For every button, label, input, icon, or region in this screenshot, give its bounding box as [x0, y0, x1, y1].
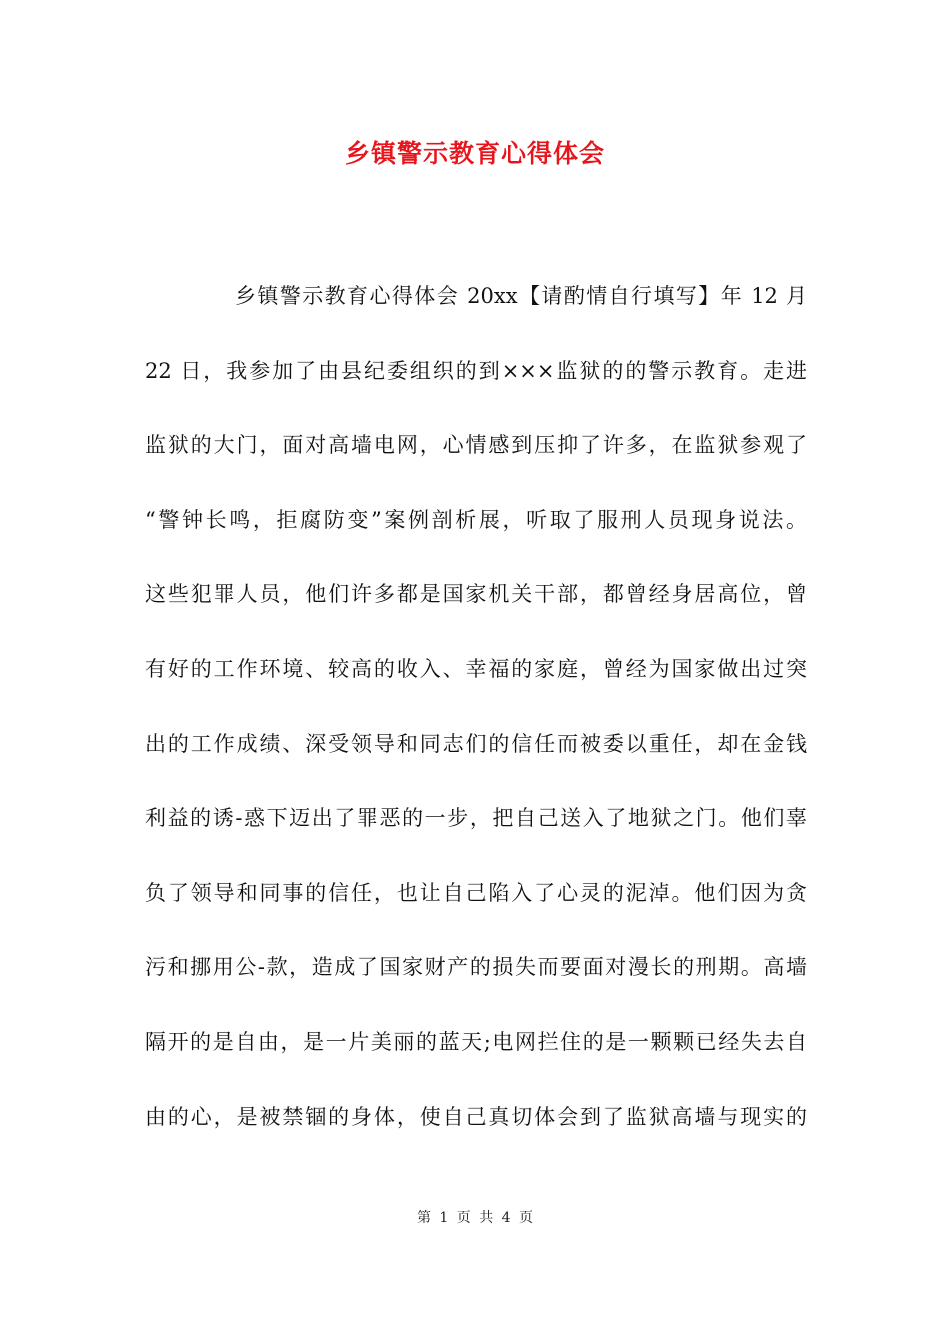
body-line: 这些犯罪人员，他们许多都是国家机关干部，都曾经身居高位，曾	[145, 582, 807, 607]
document-title: 乡镇警示教育心得体会	[344, 139, 605, 168]
body-line: 由的心，是被禁锢的身体，使自己真切体会到了监狱高墙与现实的	[145, 1104, 807, 1129]
body-line: 22 日，我参加了由县纪委组织的到×××监狱的的警示教育。走进	[145, 358, 807, 383]
body-line: 利益的诱-惑下迈出了罪恶的一步，把自己送入了地狱之门。他们辜	[145, 806, 807, 831]
body-line: 负了领导和同事的信任，也让自己陷入了心灵的泥淖。他们因为贪	[145, 880, 807, 905]
body-line: “警钟长鸣，拒腐防变”案例剖析展，听取了服刑人员现身说法。	[145, 507, 807, 532]
body-line: 污和挪用公-款，造成了国家财产的损失而要面对漫长的刑期。高墙	[145, 955, 807, 980]
body-line: 有好的工作环境、较高的收入、幸福的家庭，曾经为国家做出过突	[145, 656, 807, 681]
body-line: 乡镇警示教育心得体会 20xx【请酌情自行填写】年 12 月	[235, 284, 807, 308]
document-body	[145, 280, 807, 1175]
page-number-footer: 第 1 页 共 4 页	[416, 1210, 534, 1226]
body-line: 隔开的是自由，是一片美丽的蓝天;电网拦住的是一颗颗已经失去自	[145, 1029, 807, 1054]
body-line: 出的工作成绩、深受领导和同志们的信任而被委以重任，却在金钱	[145, 731, 807, 756]
body-line: 监狱的大门，面对高墙电网，心情感到压抑了许多，在监狱参观了	[145, 433, 807, 458]
